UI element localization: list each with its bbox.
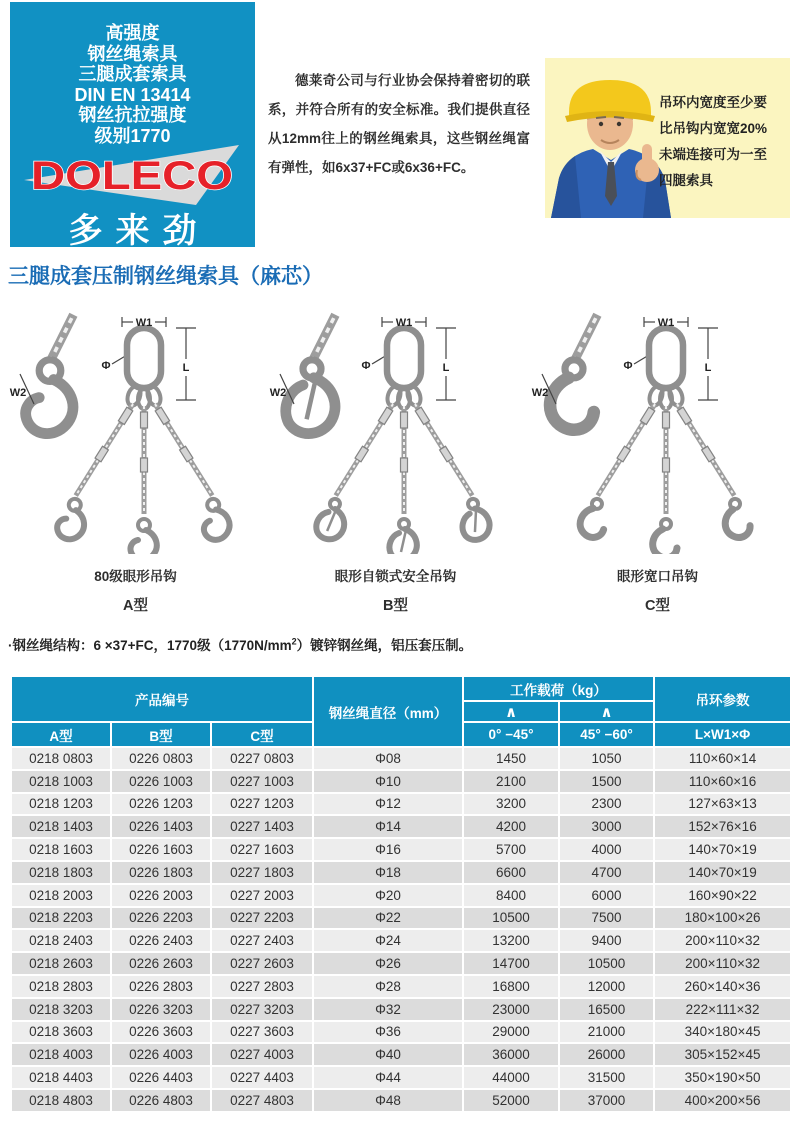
tip-line: 四腿索具: [659, 173, 713, 188]
spec-table: [10, 675, 792, 1113]
table-cell: 350×190×50: [654, 1066, 791, 1089]
sling-angle-icon: [463, 701, 559, 722]
banner-text-block: [10, 23, 255, 146]
table-cell: 0226 4803: [111, 1089, 211, 1112]
banner-line: 钢丝绳索具: [87, 43, 178, 64]
table-cell: 222×111×32: [654, 998, 791, 1021]
banner-line: 高强度: [105, 23, 160, 43]
table-row: [11, 747, 791, 770]
table-cell: 0227 3603: [211, 1021, 313, 1044]
table-cell: 0227 2203: [211, 907, 313, 930]
table-cell: 0218 4003: [11, 1043, 111, 1066]
table-cell: Φ32: [313, 998, 463, 1021]
table-cell: 0218 0803: [11, 747, 111, 770]
dim-label-phi: Φ: [623, 360, 633, 372]
diagram-type-label: C型: [645, 598, 670, 614]
table-row: [11, 838, 791, 861]
table-cell: 0226 2003: [111, 884, 211, 907]
table-cell: Φ24: [313, 929, 463, 952]
dim-label-phi: Φ: [101, 360, 111, 372]
diagram-caption: 眼形宽口吊钩: [617, 569, 698, 584]
dim-label-w1: W1: [395, 317, 413, 329]
spec-table-header: [11, 676, 791, 747]
angle-symbol: ∧: [600, 703, 613, 721]
diagram-type-label: A型: [123, 598, 148, 614]
sling-angle-icon: [559, 701, 654, 722]
worker-photo: [547, 66, 675, 218]
note-superscript: 2: [291, 636, 297, 647]
table-cell: Φ20: [313, 884, 463, 907]
section-title: 三腿成套压制钢丝绳索具（麻芯）: [8, 265, 323, 288]
table-cell: 52000: [463, 1089, 559, 1112]
table-cell: 16800: [463, 975, 559, 998]
header-ring-formula: L×W1×Φ: [654, 722, 791, 747]
table-cell: 400×200×56: [654, 1089, 791, 1112]
intro-paragraph: 德莱奇公司与行业协会保持着密切的联系，并符合所有的安全标准。我们提供直径从12mm往上的钢丝绳索具，这些钢丝绳富有弹性，如6x37+FC或6x36+FC。: [268, 73, 530, 175]
tip-line: 未端连接可为一至: [659, 147, 767, 162]
table-cell: 0226 2603: [111, 952, 211, 975]
table-row: [11, 998, 791, 1021]
table-cell: Φ28: [313, 975, 463, 998]
table-cell: 4000: [559, 838, 654, 861]
diagram-type-label: B型: [383, 598, 408, 614]
table-cell: 0227 2603: [211, 952, 313, 975]
table-cell: 0227 3203: [211, 998, 313, 1021]
table-cell: 3000: [559, 815, 654, 838]
table-cell: Φ22: [313, 907, 463, 930]
table-cell: 0226 1603: [111, 838, 211, 861]
table-cell: Φ10: [313, 770, 463, 793]
table-cell: 140×70×19: [654, 838, 791, 861]
banner-line: DIN EN 13414: [74, 84, 191, 105]
table-row: [11, 1089, 791, 1112]
table-cell: Φ18: [313, 861, 463, 884]
diagram-caption: 眼形自锁式安全吊钩: [334, 569, 457, 584]
tip-line: 吊环内宽度至少要: [659, 95, 767, 110]
tip-text-block: [659, 90, 767, 194]
table-cell: 0226 1003: [111, 770, 211, 793]
table-cell: 0218 2003: [11, 884, 111, 907]
sling-drawing-b: [268, 312, 523, 554]
dim-label-l: L: [442, 362, 450, 374]
table-cell: 0218 3203: [11, 998, 111, 1021]
table-cell: 0227 2803: [211, 975, 313, 998]
table-cell: 0226 3603: [111, 1021, 211, 1044]
table-cell: 44000: [463, 1066, 559, 1089]
table-cell: 260×140×36: [654, 975, 791, 998]
table-cell: 7500: [559, 907, 654, 930]
diagram-type-b: [268, 312, 523, 615]
header-type-c: C型: [211, 722, 313, 747]
diagram-caption: 80级眼形吊钩: [94, 569, 177, 584]
doleco-logo-arrow: [22, 142, 243, 208]
table-cell: 0226 2403: [111, 929, 211, 952]
table-row: [11, 1021, 791, 1044]
dim-label-phi: Φ: [361, 360, 371, 372]
table-row: [11, 1066, 791, 1089]
table-cell: 14700: [463, 952, 559, 975]
table-cell: 180×100×26: [654, 907, 791, 930]
tip-line: 比吊钩内宽宽20%: [659, 121, 768, 136]
table-cell: 1450: [463, 747, 559, 770]
banner-line: 级别1770: [94, 125, 171, 146]
header-angle-range-2: 45° −60°: [559, 722, 654, 747]
table-cell: Φ44: [313, 1066, 463, 1089]
table-cell: 26000: [559, 1043, 654, 1066]
table-cell: Φ12: [313, 793, 463, 816]
table-cell: Φ40: [313, 1043, 463, 1066]
table-cell: 0226 1203: [111, 793, 211, 816]
table-cell: 140×70×19: [654, 861, 791, 884]
header-angle-range-1: 0° −45°: [463, 722, 559, 747]
note-suffix: ）镀锌钢丝绳，铝压套压制。: [296, 638, 473, 653]
table-cell: Φ26: [313, 952, 463, 975]
table-cell: 12000: [559, 975, 654, 998]
table-row: [11, 861, 791, 884]
dim-label-w2: W2: [531, 387, 549, 399]
table-cell: 0227 2003: [211, 884, 313, 907]
table-cell: 200×110×32: [654, 952, 791, 975]
dim-label-w2: W2: [9, 387, 27, 399]
sling-drawing-a: [8, 312, 263, 554]
table-row: [11, 1043, 791, 1066]
table-cell: 4700: [559, 861, 654, 884]
table-cell: 0227 1003: [211, 770, 313, 793]
table-cell: 6000: [559, 884, 654, 907]
table-cell: 0227 4003: [211, 1043, 313, 1066]
table-cell: 2300: [559, 793, 654, 816]
table-cell: 0218 2603: [11, 952, 111, 975]
sling-drawing-c: [530, 312, 785, 554]
dim-label-l: L: [704, 362, 712, 374]
table-cell: 0218 1203: [11, 793, 111, 816]
diagram-type-a: [8, 312, 263, 615]
table-cell: 36000: [463, 1043, 559, 1066]
table-cell: 5700: [463, 838, 559, 861]
table-cell: 0218 2203: [11, 907, 111, 930]
table-cell: 160×90×22: [654, 884, 791, 907]
table-cell: 0227 1403: [211, 815, 313, 838]
table-cell: 0218 2803: [11, 975, 111, 998]
table-cell: Φ48: [313, 1089, 463, 1112]
table-cell: 0226 4003: [111, 1043, 211, 1066]
tip-box: [545, 58, 790, 218]
table-cell: 0227 0803: [211, 747, 313, 770]
note-prefix: ·钢丝绳结构：6 ×37+FC，1770级（1770N/mm: [8, 638, 292, 653]
doleco-logo: [22, 142, 243, 208]
banner-line: 三腿成套索具: [78, 64, 187, 84]
table-cell: 0218 1403: [11, 815, 111, 838]
diagram-type-c: [530, 312, 785, 615]
table-cell: 127×63×13: [654, 793, 791, 816]
dim-label-w1: W1: [657, 317, 675, 329]
table-cell: 0226 3203: [111, 998, 211, 1021]
table-cell: Φ16: [313, 838, 463, 861]
table-cell: 0226 2803: [111, 975, 211, 998]
table-cell: 340×180×45: [654, 1021, 791, 1044]
table-cell: 23000: [463, 998, 559, 1021]
table-cell: 152×76×16: [654, 815, 791, 838]
table-cell: 0218 4803: [11, 1089, 111, 1112]
table-row: [11, 770, 791, 793]
table-cell: Φ08: [313, 747, 463, 770]
table-cell: 16500: [559, 998, 654, 1021]
table-cell: 0218 1003: [11, 770, 111, 793]
table-cell: 0218 1803: [11, 861, 111, 884]
table-row: [11, 929, 791, 952]
table-cell: 8400: [463, 884, 559, 907]
table-cell: 2100: [463, 770, 559, 793]
table-cell: 110×60×16: [654, 770, 791, 793]
table-cell: 21000: [559, 1021, 654, 1044]
table-cell: Φ36: [313, 1021, 463, 1044]
table-cell: 10500: [463, 907, 559, 930]
header-product-no: 产品编号: [11, 676, 313, 722]
table-cell: 0227 2403: [211, 929, 313, 952]
dim-label-w2: W2: [269, 387, 287, 399]
table-row: [11, 793, 791, 816]
table-row: [11, 907, 791, 930]
table-cell: 0226 1803: [111, 861, 211, 884]
table-row: [11, 975, 791, 998]
table-cell: 0226 1403: [111, 815, 211, 838]
doleco-logo-text: DOLECO: [31, 154, 233, 198]
dim-label-w1: W1: [135, 317, 153, 329]
spec-table-body: [11, 747, 791, 1112]
table-cell: 9400: [559, 929, 654, 952]
table-cell: 0227 1203: [211, 793, 313, 816]
table-cell: 0227 4803: [211, 1089, 313, 1112]
header-ring-params: 吊环参数: [654, 676, 791, 722]
table-cell: 0218 1603: [11, 838, 111, 861]
table-cell: 0218 2403: [11, 929, 111, 952]
table-cell: 0226 0803: [111, 747, 211, 770]
table-cell: 6600: [463, 861, 559, 884]
header-type-a: A型: [11, 722, 111, 747]
table-cell: 0218 3603: [11, 1021, 111, 1044]
table-cell: 0227 4403: [211, 1066, 313, 1089]
table-cell: 37000: [559, 1089, 654, 1112]
brand-banner: [10, 2, 255, 250]
table-cell: 305×152×45: [654, 1043, 791, 1066]
header-working-load: 工作载荷（kg）: [463, 676, 654, 701]
table-row: [11, 815, 791, 838]
table-cell: 31500: [559, 1066, 654, 1089]
angle-symbol: ∧: [504, 703, 518, 721]
table-cell: 0226 4403: [111, 1066, 211, 1089]
table-row: [11, 952, 791, 975]
dim-label-l: L: [182, 362, 190, 374]
table-cell: 0227 1803: [211, 861, 313, 884]
table-cell: 1050: [559, 747, 654, 770]
brand-name-chinese: 多来劲: [68, 212, 210, 250]
banner-line: 钢丝抗拉强度: [78, 105, 187, 125]
table-cell: Φ14: [313, 815, 463, 838]
table-cell: 1500: [559, 770, 654, 793]
table-cell: 0218 4403: [11, 1066, 111, 1089]
header-type-b: B型: [111, 722, 211, 747]
table-cell: 0227 1603: [211, 838, 313, 861]
rope-structure-note: [8, 634, 472, 654]
table-cell: 200×110×32: [654, 929, 791, 952]
table-cell: 0226 2203: [111, 907, 211, 930]
table-cell: 4200: [463, 815, 559, 838]
table-cell: 29000: [463, 1021, 559, 1044]
table-cell: 3200: [463, 793, 559, 816]
table-cell: 10500: [559, 952, 654, 975]
header-diameter: 钢丝绳直径（mm）: [313, 676, 463, 747]
table-row: [11, 884, 791, 907]
table-cell: 13200: [463, 929, 559, 952]
table-cell: 110×60×14: [654, 747, 791, 770]
